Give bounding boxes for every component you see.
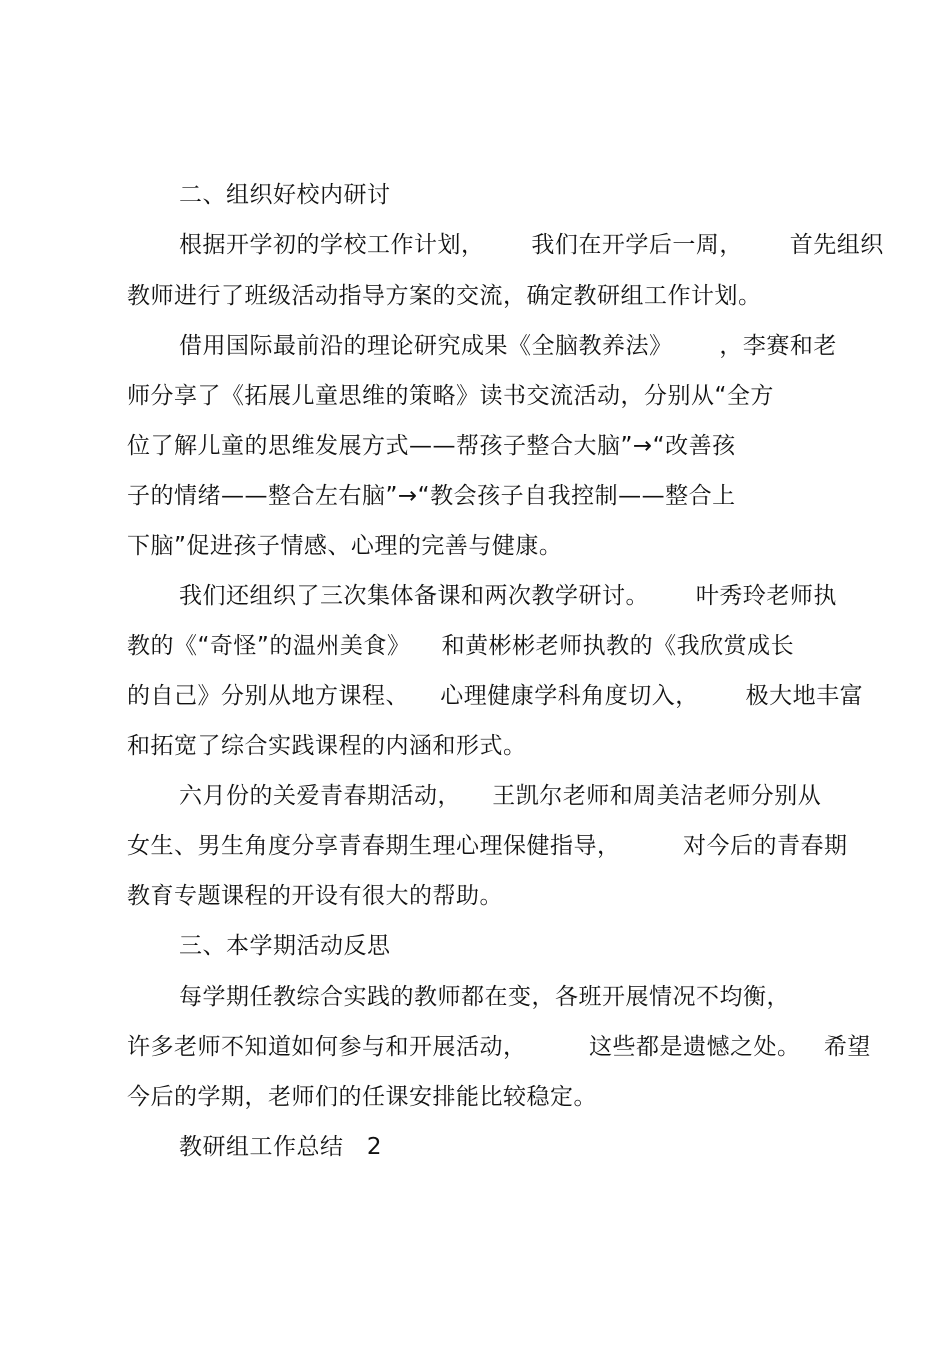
paragraph-line: 六月份的关爱青春期活动， 王凯尔老师和周美洁老师分别从 xyxy=(179,783,822,809)
paragraph-line: 女生、男生角度分享青春期生理心理保健指导， 对今后的青春期 xyxy=(127,833,848,859)
paragraph-line: 教的《“奇怪”的温州美食》 和黄彬彬老师执教的《我欣赏成长 xyxy=(127,633,795,659)
paragraph-line: 今后的学期，老师们的任课安排能比较稳定。 xyxy=(127,1084,597,1110)
paragraph-line: 下脑”促进孩子情感、心理的完善与健康。 xyxy=(127,533,563,559)
paragraph-line: 师分享了《拓展儿童思维的策略》读书交流活动，分别从“全方 xyxy=(127,383,774,409)
section-heading-3: 三、本学期活动反思 xyxy=(179,933,391,959)
paragraph-line: 每学期任教综合实践的教师都在变，各班开展情况不均衡， xyxy=(179,984,790,1010)
paragraph-line: 我们还组织了三次集体备课和两次教学研讨。 叶秀玲老师执 xyxy=(179,583,837,609)
paragraph-line: 和拓宽了综合实践课程的内涵和形式。 xyxy=(127,733,527,759)
paragraph-line: 的自己》分别从地方课程、 心理健康学科角度切入， 极大地丰富 xyxy=(127,683,864,709)
paragraph-line: 根据开学初的学校工作计划， 我们在开学后一周， 首先组织 xyxy=(179,232,884,258)
paragraph-line: 子的情绪——整合左右脑”→“教会孩子自我控制——整合上 xyxy=(127,483,736,509)
paragraph-line: 许多老师不知道如何参与和开展活动， 这些都是遗憾之处。 希望 xyxy=(127,1034,871,1060)
paragraph-line: 教育专题课程的开设有很大的帮助。 xyxy=(127,883,503,909)
paragraph-line: 教师进行了班级活动指导方案的交流，确定教研组工作计划。 xyxy=(127,283,762,309)
paragraph-line: 借用国际最前沿的理论研究成果《全脑教养法》 ，李赛和老 xyxy=(179,333,837,359)
document-subtitle: 教研组工作总结 2 xyxy=(179,1134,383,1160)
section-heading-2: 二、组织好校内研讨 xyxy=(179,182,391,208)
paragraph-line: 位了解儿童的思维发展方式——帮孩子整合大脑”→“改善孩 xyxy=(127,433,736,459)
